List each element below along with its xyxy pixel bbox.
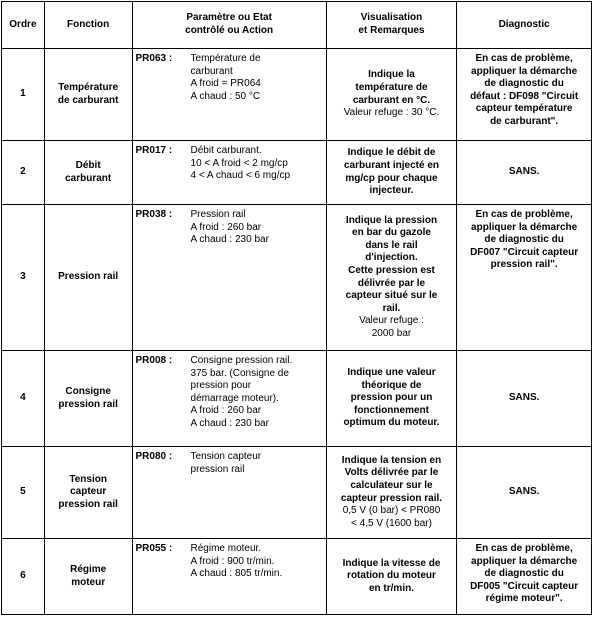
parametre-lines xyxy=(191,145,323,183)
diagnostic-line: appliquer la démarche xyxy=(471,65,578,77)
visualisation-note: 2000 bar xyxy=(371,327,412,339)
parametre-line: 10 < A froid < 2 mg/cp xyxy=(190,157,288,169)
diagnostic-line: de diagnostic du xyxy=(484,78,564,90)
parametre-block xyxy=(136,53,323,103)
parametre-line: Régime moteur. xyxy=(190,543,262,554)
parametre-line: pression pour xyxy=(190,380,252,392)
visualisation-note: Valeur refuge : xyxy=(359,315,424,327)
cell-ordre: 2 xyxy=(2,141,45,205)
visualisation-line: capteur situé sur le xyxy=(345,290,438,302)
cell-ordre: 3 xyxy=(2,205,45,351)
visualisation-line: optimum du moteur. xyxy=(343,417,440,429)
fonction-line: Température xyxy=(58,81,119,93)
diagnostic-line: SANS. xyxy=(508,166,540,178)
parametre-block xyxy=(136,451,323,476)
cell-parametre xyxy=(132,351,326,447)
table-row xyxy=(2,141,592,205)
cell-ordre: 4 xyxy=(2,351,45,447)
table-row xyxy=(2,539,592,615)
diagnostic-line: capteur température xyxy=(475,103,573,115)
parametre-lines xyxy=(191,53,323,103)
cell-fonction xyxy=(44,447,132,539)
cell-diagnostic xyxy=(457,141,592,205)
fonction-line: moteur xyxy=(71,576,106,588)
cell-diagnostic xyxy=(457,447,592,539)
cell-fonction xyxy=(44,49,132,141)
header-diagnostic: Diagnostic xyxy=(457,2,592,49)
header-parametre xyxy=(132,2,326,49)
header-visualisation-line: Visualisation xyxy=(360,12,423,24)
fonction-line: de carburant xyxy=(57,94,119,106)
parametre-block xyxy=(136,209,323,247)
cell-visualisation xyxy=(326,141,457,205)
diagnostic-line: de diagnostic du xyxy=(484,234,564,246)
cell-fonction xyxy=(44,141,132,205)
fonction-line: carburant xyxy=(65,172,112,184)
visualisation-line: en bar du gazole xyxy=(352,227,431,239)
cell-fonction xyxy=(44,351,132,447)
cell-parametre xyxy=(132,447,326,539)
visualisation-line: Cette pression est xyxy=(348,264,435,276)
visualisation-line: calculateur sur le xyxy=(350,479,433,491)
parametre-block xyxy=(136,355,323,431)
fonction-line: Tension xyxy=(69,473,107,485)
parametre-lines xyxy=(191,209,323,247)
diagnostic-line: appliquer la démarche xyxy=(471,221,578,233)
parametre-line: Pression rail xyxy=(190,209,246,220)
parametre-line: A chaud : 230 bar xyxy=(190,417,269,429)
parametre-line: A chaud : 805 tr/min. xyxy=(190,568,283,580)
parametre-code: PR055 : xyxy=(135,543,173,554)
parametre-block xyxy=(136,145,323,183)
parametre-line: carburant xyxy=(190,65,233,77)
cell-visualisation xyxy=(326,49,457,141)
diagnostic-line: régime moteur". xyxy=(485,593,563,605)
parametre-line: A froid : 900 tr/min. xyxy=(190,555,275,567)
fonction-line: pression rail xyxy=(58,498,118,510)
fonction-line: Régime xyxy=(70,563,107,575)
visualisation-line: carburant injecté en xyxy=(343,159,439,171)
visualisation-line: Indique la tension en xyxy=(341,454,442,466)
visualisation-line: Volts délivrée par le xyxy=(344,467,439,479)
fonction-line: Pression rail xyxy=(58,271,119,283)
diagnostic-parameters-table xyxy=(1,1,592,615)
parametre-block xyxy=(136,543,323,581)
parametre-line: A chaud : 230 bar xyxy=(190,234,269,246)
diagnostic-line: En cas de problème, xyxy=(475,543,573,554)
diagnostic-line: de diagnostic du xyxy=(484,568,564,580)
visualisation-line: Indique le débit de xyxy=(347,147,436,159)
parametre-line: A froid = PR064 xyxy=(190,78,261,90)
cell-parametre xyxy=(132,539,326,615)
cell-visualisation xyxy=(326,205,457,351)
parametre-line: pression rail xyxy=(190,463,245,475)
visualisation-line: rotation du moteur xyxy=(347,570,436,582)
parametre-lines xyxy=(191,451,323,476)
visualisation-note: < 4,5 V (1600 bar) xyxy=(351,517,432,529)
cell-visualisation xyxy=(326,351,457,447)
parametre-code: PR038 : xyxy=(135,209,173,220)
diagnostic-line: de carburant". xyxy=(490,115,559,127)
parametre-code: PR063 : xyxy=(135,53,173,64)
cell-ordre: 6 xyxy=(2,539,45,615)
visualisation-line: d'injection. xyxy=(365,252,418,264)
parametre-lines xyxy=(191,543,323,581)
header-visualisation-line: et Remarques xyxy=(358,25,425,36)
visualisation-line: pression pour un xyxy=(350,392,433,404)
cell-fonction xyxy=(44,205,132,351)
parametre-line: A froid : 260 bar xyxy=(190,405,262,417)
visualisation-line: injecteur. xyxy=(369,185,414,197)
parametre-line: Consigne pression rail. xyxy=(190,355,293,366)
header-parametre-line: contrôlé ou Action xyxy=(185,25,274,36)
diagnostic-line: pression rail". xyxy=(490,259,558,271)
parametre-line: 4 < A chaud < 6 mg/cp xyxy=(190,170,291,182)
visualisation-line: dans le rail xyxy=(365,239,418,251)
parametre-code: PR017 : xyxy=(135,145,173,156)
header-visualisation xyxy=(326,2,457,49)
header-parametre-line: Paramètre ou Etat xyxy=(186,12,272,24)
fonction-line: capteur xyxy=(70,486,107,498)
table-row xyxy=(2,49,592,141)
visualisation-line: rail. xyxy=(382,302,401,314)
visualisation-note: 0,5 V (0 bar) < PR080 xyxy=(342,505,441,517)
diagnostic-line: DF005 "Circuit capteur xyxy=(470,580,579,592)
cell-diagnostic xyxy=(457,351,592,447)
visualisation-line: température de xyxy=(355,81,428,93)
table-row xyxy=(2,205,592,351)
header-fonction: Fonction xyxy=(44,2,132,49)
cell-diagnostic xyxy=(457,539,592,615)
fonction-line: pression rail xyxy=(58,398,118,410)
fonction-line: Consigne xyxy=(65,385,111,397)
cell-visualisation xyxy=(326,539,457,615)
cell-diagnostic xyxy=(457,205,592,351)
diagnostic-line: En cas de problème, xyxy=(475,53,573,64)
cell-parametre xyxy=(132,205,326,351)
table-row xyxy=(2,447,592,539)
diagnostic-line: appliquer la démarche xyxy=(471,555,578,567)
diagnostic-line: SANS. xyxy=(508,392,540,404)
parametre-line: Température de xyxy=(190,53,261,64)
visualisation-line: Indique la vitesse de xyxy=(342,557,441,569)
fonction-line: Débit xyxy=(75,159,101,171)
visualisation-line: en tr/min. xyxy=(368,582,414,594)
visualisation-line: carburant en °C. xyxy=(352,94,431,106)
visualisation-line: fonctionnement xyxy=(353,404,429,416)
cell-parametre xyxy=(132,49,326,141)
visualisation-line: mg/cp pour chaque xyxy=(345,172,438,184)
parametre-code: PR080 : xyxy=(135,451,173,462)
visualisation-line: délivrée par le xyxy=(357,277,426,289)
parametre-line: Tension capteur xyxy=(190,451,262,462)
parametre-line: démarrage moteur). xyxy=(190,392,279,404)
cell-parametre xyxy=(132,141,326,205)
parametre-line: A chaud : 50 °C xyxy=(190,90,261,102)
diagnostic-line: DF007 "Circuit capteur xyxy=(470,246,579,258)
visualisation-note: Valeur refuge : 30 °C. xyxy=(343,107,440,119)
cell-ordre: 5 xyxy=(2,447,45,539)
parametre-line: 375 bar. (Consigne de xyxy=(190,367,289,379)
parametre-code: PR008 : xyxy=(135,355,173,366)
diagnostic-line: En cas de problème, xyxy=(475,209,573,220)
cell-diagnostic xyxy=(457,49,592,141)
cell-visualisation xyxy=(326,447,457,539)
diagnostic-line: défaut : DF098 "Circuit xyxy=(470,90,579,102)
parametre-lines xyxy=(191,355,323,431)
visualisation-line: Indique la xyxy=(368,69,415,81)
visualisation-line: capteur pression rail. xyxy=(340,492,443,504)
table-row xyxy=(2,351,592,447)
visualisation-line: Indique une valeur xyxy=(347,367,436,379)
parametre-line: A froid : 260 bar xyxy=(190,221,262,233)
parametre-line: Débit carburant. xyxy=(190,145,262,156)
cell-fonction xyxy=(44,539,132,615)
cell-ordre: 1 xyxy=(2,49,45,141)
visualisation-line: théorique de xyxy=(361,379,422,391)
diagnostic-line: SANS. xyxy=(508,486,540,498)
header-row xyxy=(2,2,592,49)
visualisation-line: Indique la pression xyxy=(345,214,438,226)
header-ordre: Ordre xyxy=(2,2,45,49)
